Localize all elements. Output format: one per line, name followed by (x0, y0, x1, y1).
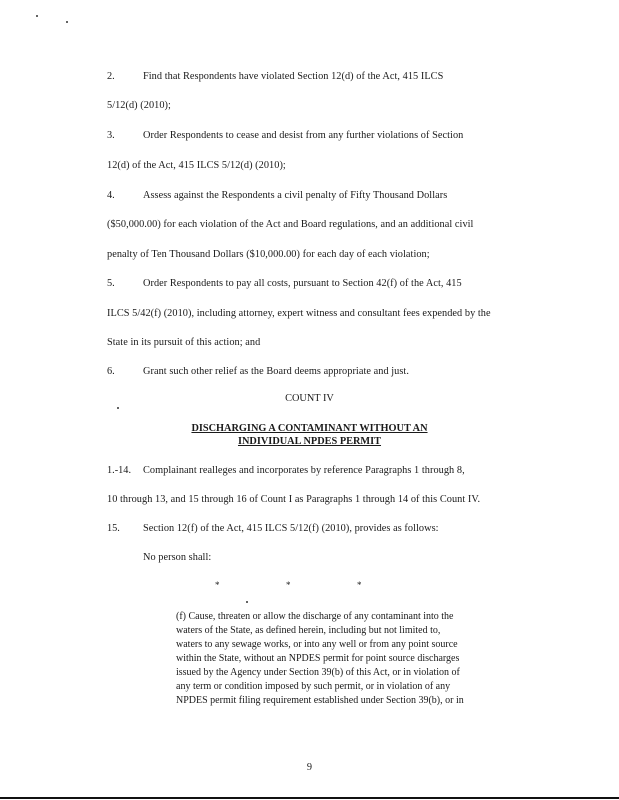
count-title-line-2: INDIVIDUAL NPDES PERMIT (237, 436, 382, 447)
ellipsis-asterisk: * (357, 580, 362, 590)
paragraph-text-line: Section 12(f) of the Act, 415 ILCS 5/12(f) (2010), provides as follows: (143, 523, 439, 534)
paragraph-number: 2. (107, 71, 115, 82)
scan-speck (246, 601, 248, 603)
no-person-shall: No person shall: (143, 552, 212, 563)
quote-line: NPDES permit filing requirement established under Section 39(b), or in (176, 695, 464, 706)
paragraph-text-line: State in its pursuit of this action; and (107, 337, 261, 348)
paragraph-text-line: Order Respondents to pay all costs, pursuant to Section 42(f) of the Act, 415 (143, 278, 462, 289)
paragraph-text-line: Grant such other relief as the Board deems appropriate and just. (143, 366, 409, 377)
paragraph-text-line: Assess against the Respondents a civil penalty of Fifty Thousand Dollars (143, 190, 448, 201)
count-heading: COUNT IV (285, 393, 334, 404)
quote-line: within the State, without an NPDES permit for point source discharges (176, 653, 460, 664)
bottom-scan-edge (0, 797, 619, 799)
paragraph-number: 1.-14. (107, 465, 132, 476)
quote-line: any term or condition imposed by such permit, or in violation of any (176, 681, 451, 692)
scan-speck (117, 407, 119, 409)
ellipsis-asterisk: * (286, 580, 291, 590)
scan-speck (36, 15, 38, 17)
ellipsis-asterisk: * (215, 580, 220, 590)
paragraph-number: 3. (107, 130, 115, 141)
paragraph-text-line: Order Respondents to cease and desist from any further violations of Section (143, 130, 464, 141)
quote-line: waters to any sewage works, or into any well or from any point source (176, 639, 458, 650)
scan-speck (66, 21, 68, 23)
paragraph-number: 6. (107, 366, 115, 377)
paragraph-text-line: ($50,000.00) for each violation of the Act and Board regulations, and an additional civil (107, 219, 474, 230)
paragraph-text-line: Find that Respondents have violated Section 12(d) of the Act, 415 ILCS (143, 71, 444, 82)
paragraph-text-line: 5/12(d) (2010); (107, 100, 171, 111)
quote-line: issued by the Agency under Section 39(b) of this Act, or in violation of (176, 667, 460, 678)
paragraph-number: 5. (107, 278, 115, 289)
count-title-line-1: DISCHARGING A CONTAMINANT WITHOUT AN (191, 423, 428, 434)
quote-line: waters of the State, as defined herein, including but not limited to, (176, 625, 441, 636)
paragraph-text-line: penalty of Ten Thousand Dollars ($10,000.00) for each day of each violation; (107, 249, 430, 260)
paragraph-number: 4. (107, 190, 115, 201)
paragraph-number: 15. (107, 523, 120, 534)
paragraph-text-line: ILCS 5/42(f) (2010), including attorney, expert witness and consultant fees expended by the (107, 308, 491, 319)
quote-line: (f) Cause, threaten or allow the discharge of any contaminant into the (176, 611, 454, 622)
paragraph-text-line: 10 through 13, and 15 through 16 of Count I as Paragraphs 1 through 14 of this Count IV. (107, 494, 481, 505)
page-number: 9 (306, 762, 313, 773)
paragraph-text-line: Complainant realleges and incorporates by reference Paragraphs 1 through 8, (143, 465, 465, 476)
paragraph-text-line: 12(d) of the Act, 415 ILCS 5/12(d) (2010); (107, 160, 286, 171)
